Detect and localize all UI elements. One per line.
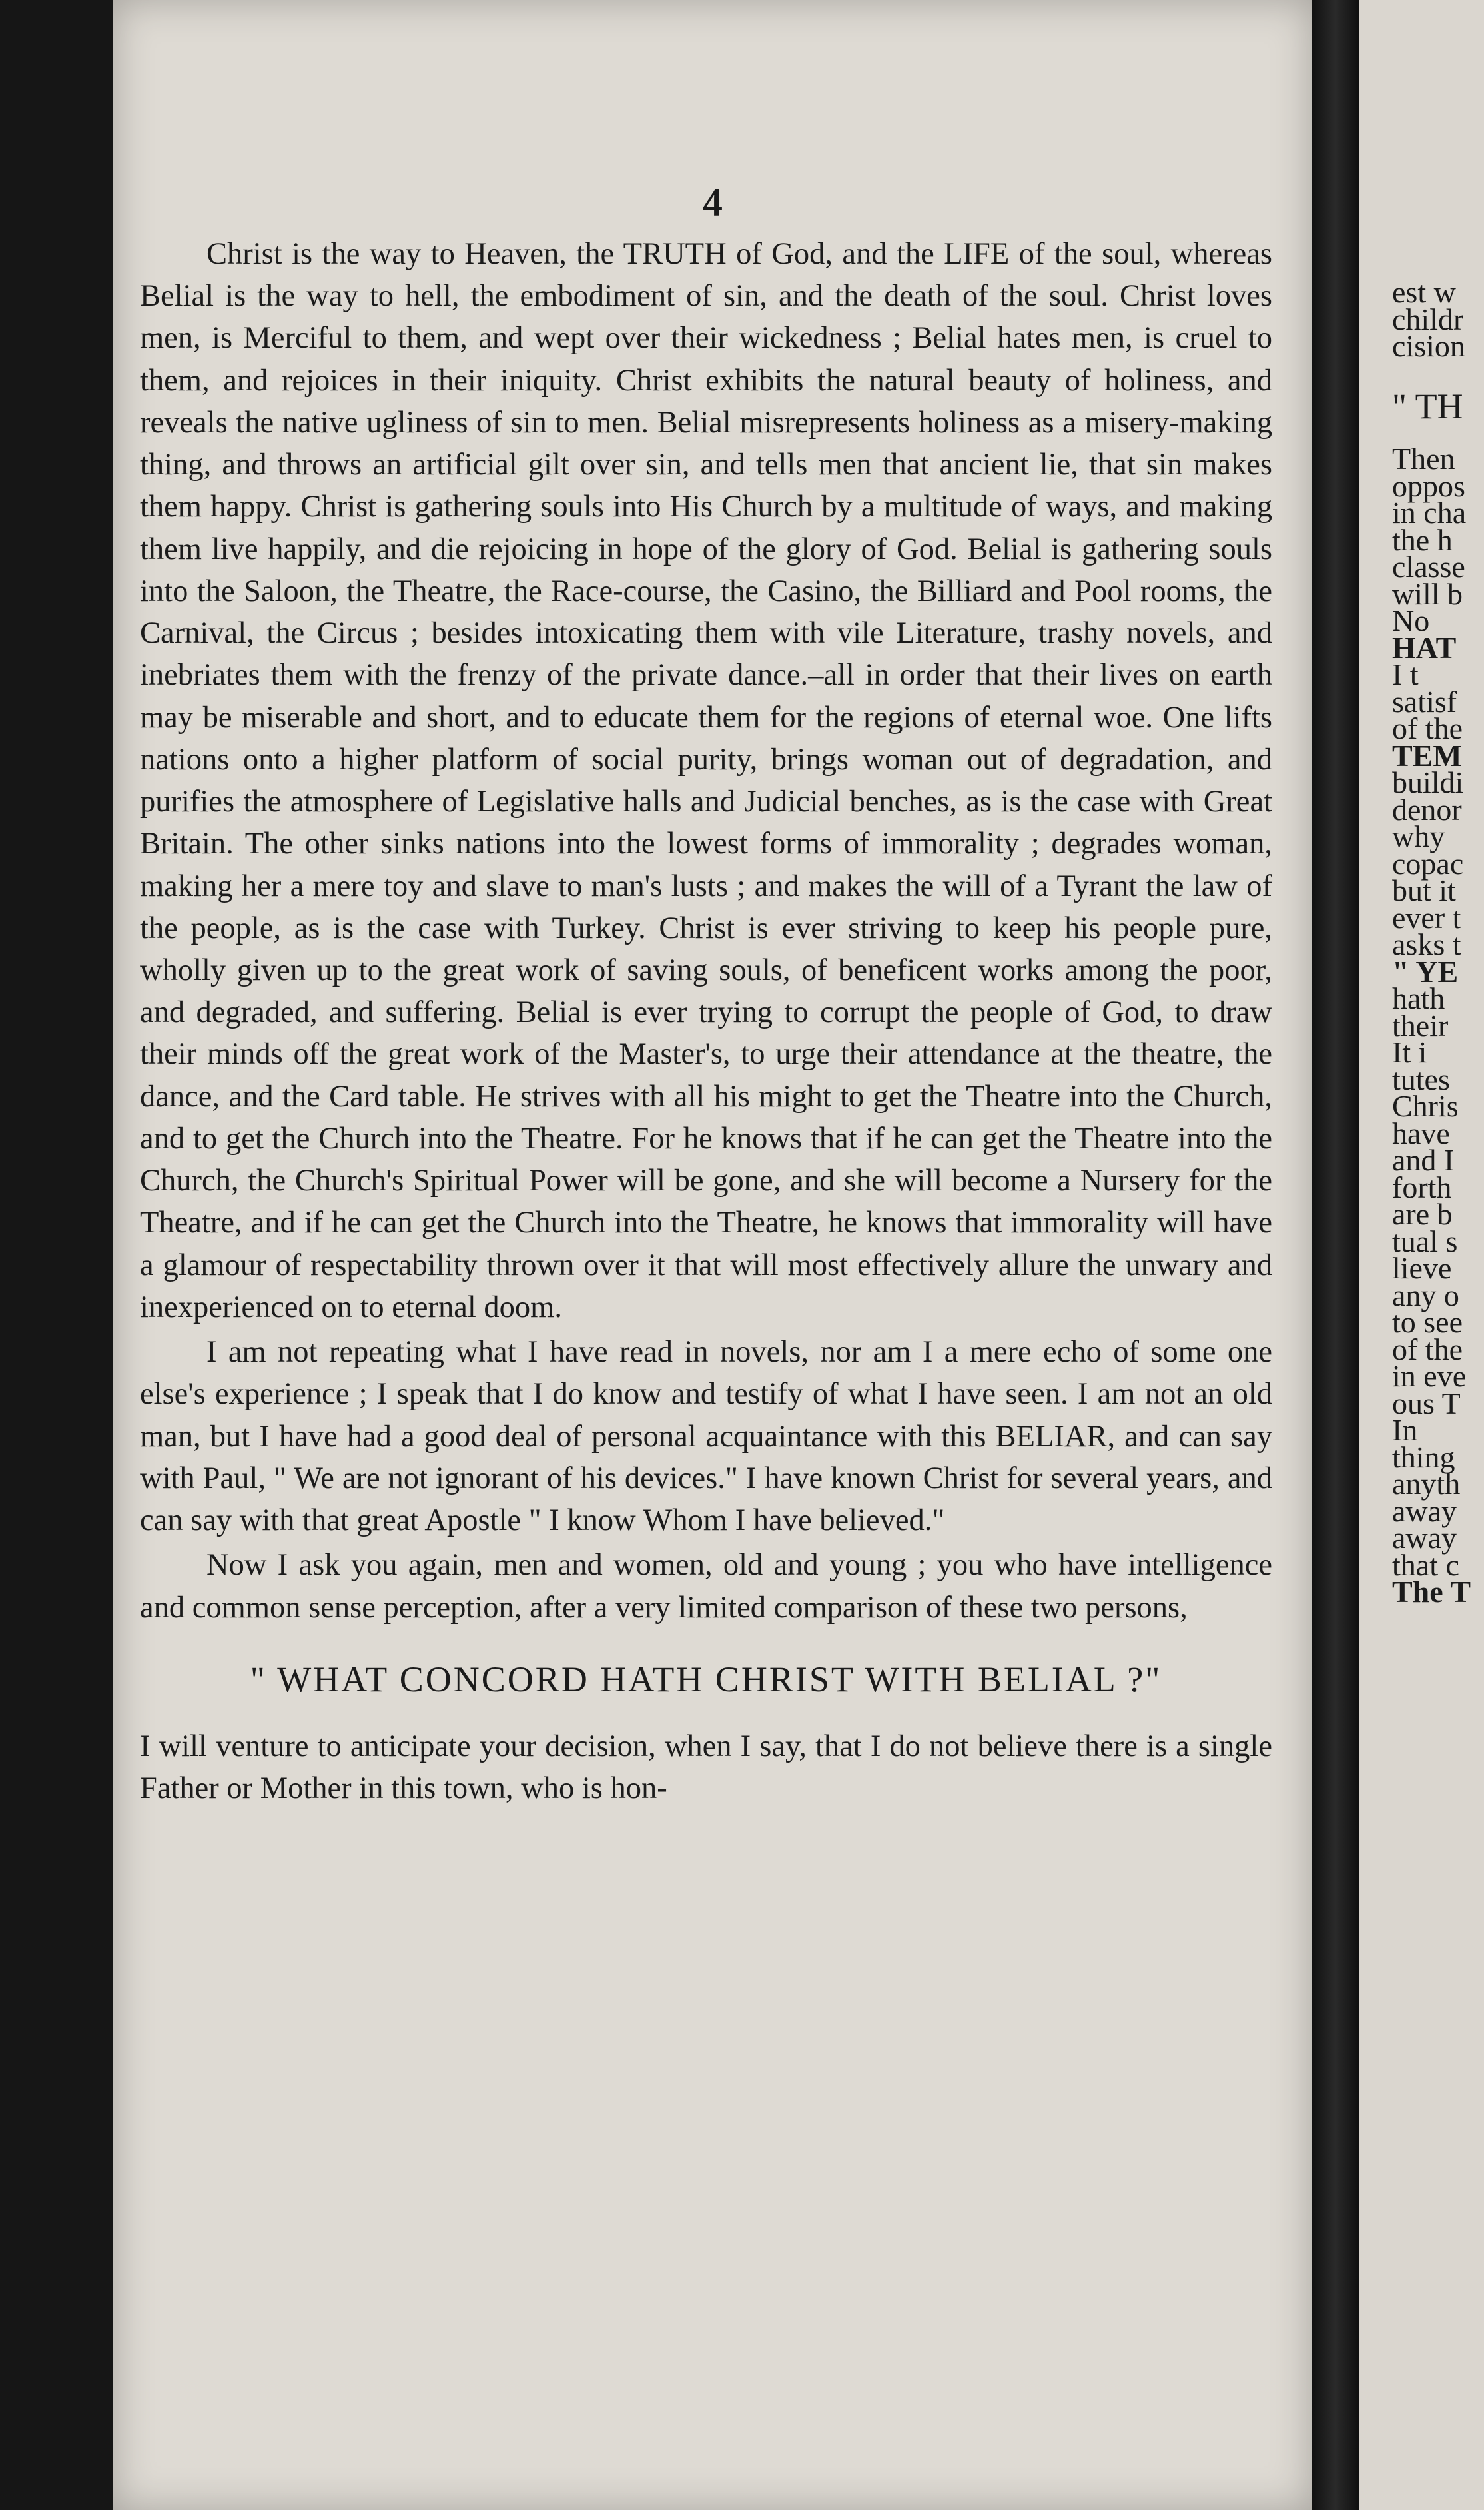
adjacent-line: TEM xyxy=(1392,738,1462,773)
page-right-fragment xyxy=(1359,0,1484,2510)
adjacent-line: and I xyxy=(1392,1143,1455,1177)
adjacent-line: forth xyxy=(1392,1170,1452,1204)
adjacent-line: oppos xyxy=(1392,468,1465,503)
adjacent-line: The T xyxy=(1392,1575,1471,1609)
adjacent-line: have xyxy=(1392,1116,1450,1150)
adjacent-line: in eve xyxy=(1392,1359,1467,1393)
adjacent-line: to see xyxy=(1392,1305,1463,1339)
adjacent-line: est w xyxy=(1392,275,1456,309)
adjacent-line: In xyxy=(1392,1413,1418,1447)
adjacent-line: copac xyxy=(1392,846,1464,881)
paragraph-question: Now I ask you again, men and women, old and young ; you who have intelligence and common sense perception, after a very limited comparison of these two persons, xyxy=(140,1548,1272,1625)
adjacent-line: away xyxy=(1392,1493,1457,1528)
adjacent-line: but it xyxy=(1392,873,1456,907)
adjacent-line: thing xyxy=(1392,1440,1455,1474)
adjacent-line: denor xyxy=(1392,792,1462,827)
adjacent-line: anyth xyxy=(1392,1467,1461,1501)
adjacent-line: Then xyxy=(1392,442,1455,476)
adjacent-line: why xyxy=(1392,819,1445,853)
adjacent-line: classe xyxy=(1392,550,1465,584)
adjacent-page-text xyxy=(1392,272,1484,1609)
adjacent-line: will b xyxy=(1392,576,1463,611)
adjacent-line: hath xyxy=(1392,981,1445,1015)
adjacent-line: It i xyxy=(1392,1035,1427,1069)
adjacent-line: childr xyxy=(1392,302,1464,336)
adjacent-line: " TH xyxy=(1392,386,1463,426)
adjacent-line: cision xyxy=(1392,329,1465,363)
concord-heading: " WHAT CONCORD HATH CHRIST WITH BELIAL ?" xyxy=(250,1659,1162,1699)
page-number: 4 xyxy=(703,181,723,224)
paragraph-closing: I will venture to anticipate your decision, when I say, that I do not believe there is a single Father or Mother in this town, who is hon- xyxy=(140,1729,1272,1806)
adjacent-line: No xyxy=(1392,604,1430,637)
main-text-column xyxy=(140,233,1272,1813)
book-gutter xyxy=(1312,0,1359,2510)
adjacent-line: tual s xyxy=(1392,1224,1458,1258)
adjacent-line: ever t xyxy=(1392,900,1461,935)
adjacent-line: any o xyxy=(1392,1278,1459,1312)
adjacent-line: that c xyxy=(1392,1547,1459,1582)
paragraph-christ-vs-belial: Christ is the way to Heaven, the TRUTH of God, and the LIFE of the soul, whereas Belial is the way to hell, the embodiment of sin, and the death of the soul. Christ loves men, is Merciful to them, and wept over their wickedness ; Belial hates men, is cruel to them, and rejoices in their iniquity. Christ exhibits the natural beauty of holiness, and reveals the native ugliness of sin to men. Belial misrepresents holiness as a misery-making thing, and throws an artificial gilt over sin, and tells men that ancient lie, that sin makes them happy. Christ is gathering souls into His Church by a multitude of ways, and making them live happily, and die rejoicing in hope of the glory of God. Belial is gathering souls into the Saloon, the Theatre, the Race-course, the Casino, the Billiard and Pool rooms, the Carnival, the Circus ; besides intoxicating them with vile Literature, trashy novels, and inebriates them with the frenzy of the private dance.–all in order that their lives on earth may be miserable and short, and to educate them for the regions of eternal woe. One lifts nations onto a higher platform of social purity, brings woman out of degradation, and purifies the atmosphere of Legislative halls and Judicial benches, as is the case with Great Britain. The other sinks nations into the lowest forms of immorality ; degrades woman, making her a mere toy and slave to man's lusts ; and makes the will of a Tyrant the law of the people, as is the case with Turkey. Christ is ever striving to keep his people pure, wholly given up to the great work of saving souls, of beneficent works among the poor, and degraded, and suffering. Belial is ever trying to corrupt the people of God, to draw their minds off the great work of the Master's, to urge their attendance at the theatre, the dance, and the Card table. He strives with all his might to get the Theatre into the Church, and to get the Church into the Theatre. For he knows that if he can get the Theatre into the Church, the Church's Spiritual Power will be gone, and she will become a Nursery for the Theatre, and if he can get the Church into the Theatre, he knows that immorality will have a glamour of respectability thrown over it that will most effectively allure the unwary and inexperienced on to eternal doom. xyxy=(140,237,1272,1324)
adjacent-line: satisf xyxy=(1392,684,1457,719)
adjacent-line: of the xyxy=(1392,1332,1463,1366)
adjacent-line: of the xyxy=(1392,711,1463,745)
adjacent-line: Chris xyxy=(1392,1089,1459,1123)
adjacent-line: lieve xyxy=(1392,1251,1452,1285)
adjacent-line: I t xyxy=(1392,657,1419,691)
page-left xyxy=(113,0,1312,2510)
adjacent-line: their xyxy=(1392,1008,1449,1043)
adjacent-line: asks t xyxy=(1392,927,1461,961)
adjacent-line: buildi xyxy=(1392,765,1464,799)
adjacent-line: are b xyxy=(1392,1197,1453,1231)
adjacent-line: tutes xyxy=(1392,1062,1450,1096)
adjacent-line: HAT xyxy=(1392,630,1457,665)
adjacent-line: ous T xyxy=(1392,1386,1461,1420)
adjacent-line: " YE xyxy=(1392,954,1459,989)
adjacent-line: in cha xyxy=(1392,496,1467,530)
paragraph-testimony: I am not repeating what I have read in novels, nor am I a mere echo of some one else's experience ; I speak that I do know and testify of what I have seen. I am not an old man, but I have had a good deal of personal acquaintance with this BELIAR, and can say with Paul, " We are not ignorant of his devices." I have known Christ for several years, and can say with that great Apostle " I know Whom I have believed." xyxy=(140,1335,1272,1538)
adjacent-line: the h xyxy=(1392,522,1453,557)
adjacent-line: away xyxy=(1392,1521,1457,1555)
